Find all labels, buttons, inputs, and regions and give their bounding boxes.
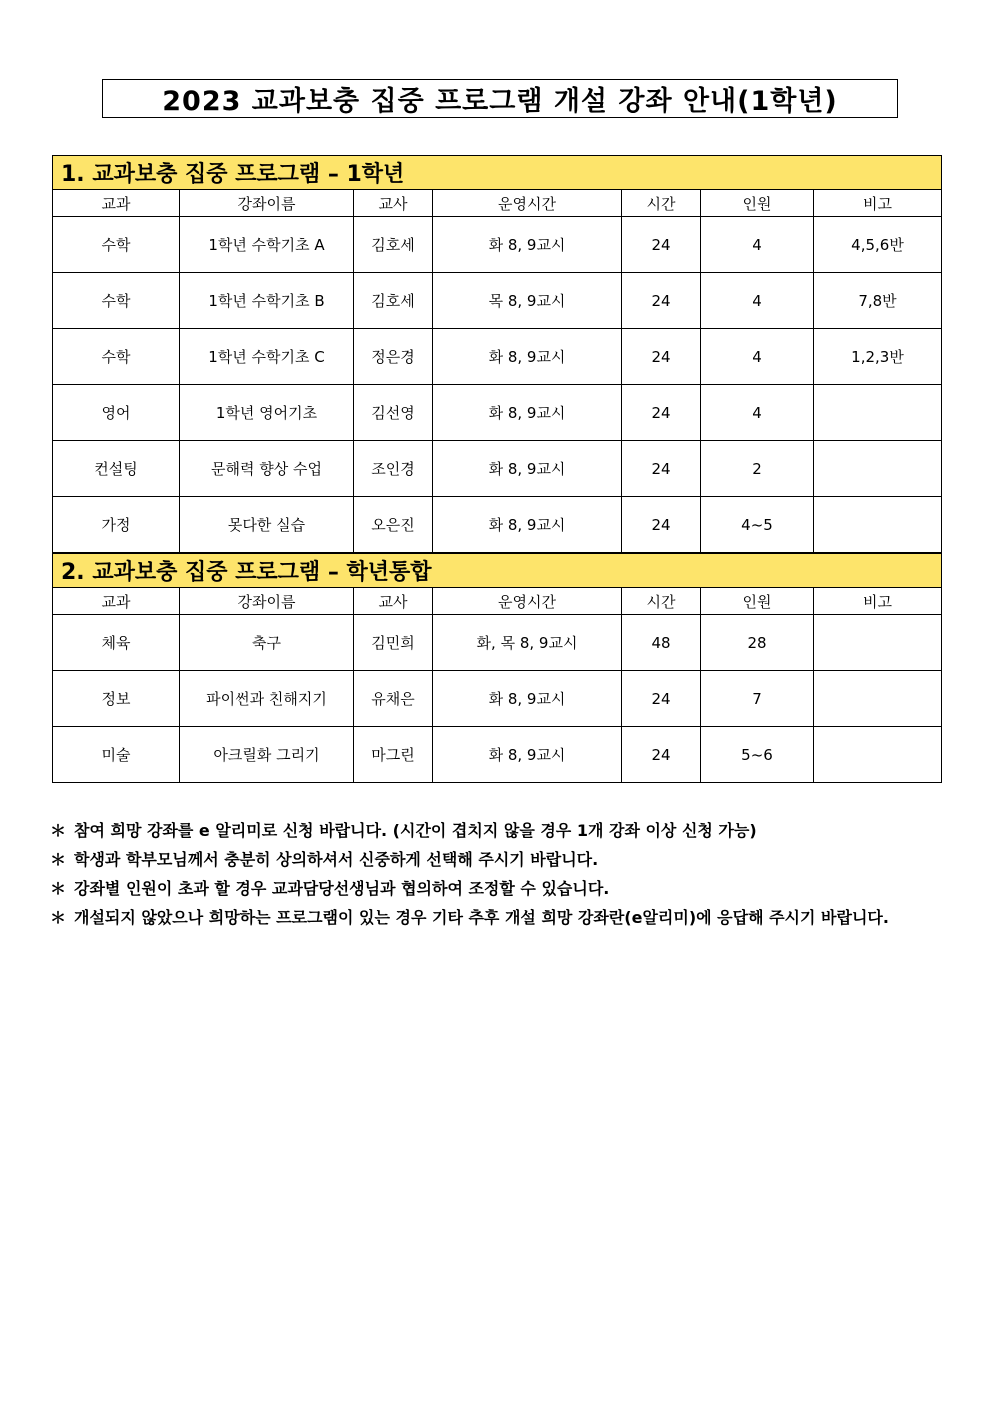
cell-subject: 가정 [53, 497, 180, 553]
cell-teacher: 유채은 [354, 671, 433, 727]
cell-teacher: 마그린 [354, 727, 433, 783]
cell-subject: 체육 [53, 615, 180, 671]
cell-capacity: 28 [701, 615, 814, 671]
cell-course-name: 문해력 향상 수업 [180, 441, 354, 497]
cell-schedule: 화 8, 9교시 [433, 441, 622, 497]
column-header-course-name: 강좌이름 [180, 588, 354, 615]
cell-schedule: 화 8, 9교시 [433, 329, 622, 385]
cell-teacher: 김호세 [354, 273, 433, 329]
cell-hours: 24 [622, 329, 701, 385]
cell-course-name: 1학년 수학기초 A [180, 217, 354, 273]
cell-course-name: 1학년 수학기초 B [180, 273, 354, 329]
note-text: 학생과 학부모님께서 충분히 상의하셔서 신중하게 선택해 주시기 바랍니다. [74, 850, 599, 869]
column-header-course-name: 강좌이름 [180, 190, 354, 217]
column-header-subject: 교과 [53, 588, 180, 615]
cell-capacity: 4 [701, 273, 814, 329]
column-header-remarks: 비고 [814, 190, 942, 217]
asterisk-icon: ＊ [50, 879, 67, 898]
cell-course-name: 1학년 영어기초 [180, 385, 354, 441]
cell-subject: 수학 [53, 217, 180, 273]
table-row [53, 671, 942, 727]
cell-schedule: 화 8, 9교시 [433, 217, 622, 273]
section-heading: 2. 교과보충 집중 프로그램 – 학년통합 [53, 554, 942, 588]
note-text: 참여 희망 강좌를 e 알리미로 신청 바랍니다. (시간이 겹치지 않을 경우 1개 강좌 이상 신청 가능) [74, 821, 757, 840]
column-header-capacity: 인원 [701, 190, 814, 217]
cell-capacity: 5~6 [701, 727, 814, 783]
cell-capacity: 7 [701, 671, 814, 727]
note-item [50, 816, 945, 845]
section-heading: 1. 교과보충 집중 프로그램 – 1학년 [53, 156, 942, 190]
cell-hours: 48 [622, 615, 701, 671]
cell-course-name: 아크릴화 그리기 [180, 727, 354, 783]
cell-teacher: 김민희 [354, 615, 433, 671]
cell-subject: 컨설팅 [53, 441, 180, 497]
cell-subject: 미술 [53, 727, 180, 783]
cell-hours: 24 [622, 671, 701, 727]
cell-remarks [814, 441, 942, 497]
column-header-teacher: 교사 [354, 588, 433, 615]
cell-hours: 24 [622, 727, 701, 783]
asterisk-icon: ＊ [50, 821, 67, 840]
column-header-teacher: 교사 [354, 190, 433, 217]
section-heading-row [53, 156, 942, 190]
column-header-capacity: 인원 [701, 588, 814, 615]
cell-capacity: 2 [701, 441, 814, 497]
cell-schedule: 화 8, 9교시 [433, 727, 622, 783]
program-table-integrated [52, 553, 942, 783]
note-item [50, 903, 945, 932]
cell-hours: 24 [622, 217, 701, 273]
cell-capacity: 4 [701, 329, 814, 385]
column-header-subject: 교과 [53, 190, 180, 217]
cell-subject: 정보 [53, 671, 180, 727]
asterisk-icon: ＊ [50, 850, 67, 869]
cell-course-name: 축구 [180, 615, 354, 671]
note-text: 강좌별 인원이 초과 할 경우 교과담당선생님과 협의하여 조정할 수 있습니다. [74, 879, 610, 898]
cell-schedule: 목 8, 9교시 [433, 273, 622, 329]
cell-remarks: 1,2,3반 [814, 329, 942, 385]
cell-hours: 24 [622, 441, 701, 497]
cell-schedule: 화 8, 9교시 [433, 497, 622, 553]
table-row [53, 385, 942, 441]
cell-remarks: 7,8반 [814, 273, 942, 329]
cell-subject: 수학 [53, 329, 180, 385]
cell-capacity: 4~5 [701, 497, 814, 553]
note-text: 개설되지 않았으나 희망하는 프로그램이 있는 경우 기타 추후 개설 희망 강좌란(e알리미)에 응답해 주시기 바랍니다. [74, 908, 889, 927]
table-row [53, 329, 942, 385]
notes-list [50, 816, 945, 932]
table-row [53, 497, 942, 553]
cell-teacher: 오은진 [354, 497, 433, 553]
table-header-row [53, 588, 942, 615]
cell-teacher: 조인경 [354, 441, 433, 497]
cell-remarks [814, 615, 942, 671]
column-header-hours: 시간 [622, 588, 701, 615]
cell-course-name: 파이썬과 친해지기 [180, 671, 354, 727]
cell-subject: 수학 [53, 273, 180, 329]
section-heading-row [53, 554, 942, 588]
cell-remarks [814, 727, 942, 783]
page-title: 2023 교과보충 집중 프로그램 개설 강좌 안내(1학년) [102, 79, 898, 118]
table-row [53, 727, 942, 783]
cell-teacher: 정은경 [354, 329, 433, 385]
column-header-remarks: 비고 [814, 588, 942, 615]
cell-remarks [814, 497, 942, 553]
asterisk-icon: ＊ [50, 908, 67, 927]
cell-schedule: 화, 목 8, 9교시 [433, 615, 622, 671]
column-header-schedule: 운영시간 [433, 190, 622, 217]
table-header-row [53, 190, 942, 217]
cell-subject: 영어 [53, 385, 180, 441]
cell-course-name: 1학년 수학기초 C [180, 329, 354, 385]
cell-teacher: 김선영 [354, 385, 433, 441]
cell-remarks: 4,5,6반 [814, 217, 942, 273]
note-item [50, 874, 945, 903]
table-row [53, 273, 942, 329]
table-row [53, 615, 942, 671]
cell-schedule: 화 8, 9교시 [433, 671, 622, 727]
cell-remarks [814, 671, 942, 727]
cell-remarks [814, 385, 942, 441]
cell-course-name: 못다한 실습 [180, 497, 354, 553]
program-table-grade1 [52, 155, 942, 553]
table-row [53, 217, 942, 273]
cell-hours: 24 [622, 497, 701, 553]
column-header-hours: 시간 [622, 190, 701, 217]
cell-capacity: 4 [701, 217, 814, 273]
cell-capacity: 4 [701, 385, 814, 441]
note-item [50, 845, 945, 874]
cell-hours: 24 [622, 273, 701, 329]
cell-hours: 24 [622, 385, 701, 441]
cell-teacher: 김호세 [354, 217, 433, 273]
column-header-schedule: 운영시간 [433, 588, 622, 615]
cell-schedule: 화 8, 9교시 [433, 385, 622, 441]
table-row [53, 441, 942, 497]
